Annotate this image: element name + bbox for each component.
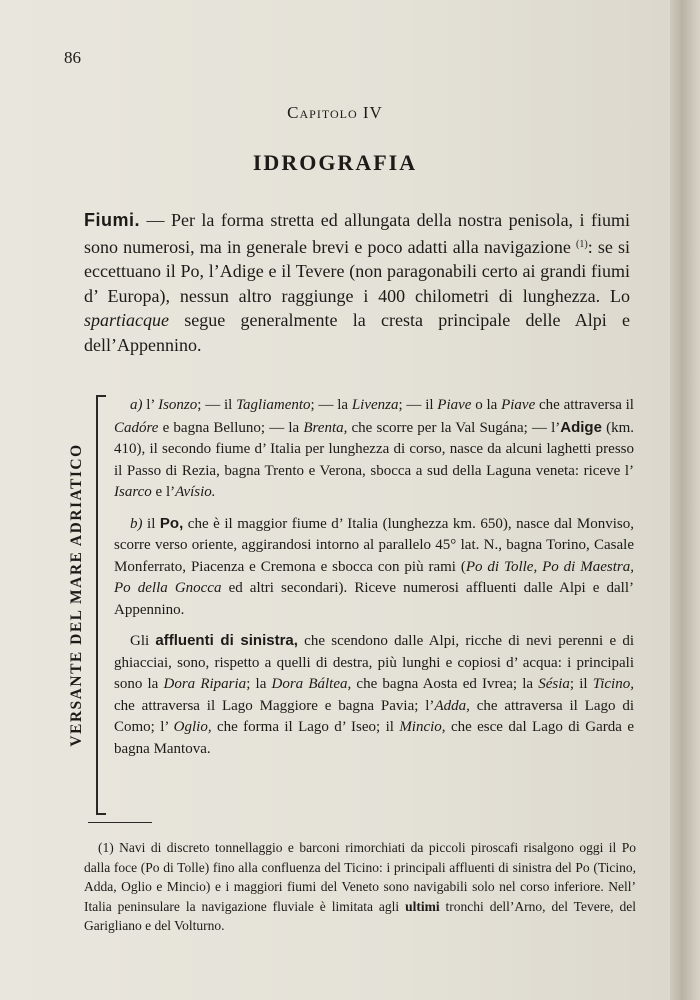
place-name: Cadóre [114, 419, 159, 436]
side-label-text: VERSANTE DEL MARE ADRIATICO [68, 443, 85, 747]
river-name: Piave [437, 397, 472, 413]
river-name: Brenta, [303, 419, 348, 436]
river-name: Adda, [434, 697, 470, 714]
item-label: b) [130, 515, 143, 532]
intro-text-1: — Per la forma stretta ed allungata della nostra penisola, i fiumi sono numerosi, ma in generale brevi e poco adatti alla navigazione [84, 210, 630, 257]
side-label [64, 420, 90, 770]
footnote-reference[interactable]: (1) [576, 238, 588, 250]
river-name: Isarco [114, 484, 152, 500]
list-item-a: a) l’ Isonzo; — il Tagliamento; — la Livenza; — il Piave o la Piave che attraversa il Cadóre e bagna Belluno; — la Brenta, che scorre per la Val Sugána; — l’Adige (km. 410), il secondo fiume d’ Italia per lunghezza di corso, nasce da alcuni laghetti presso il Passo di Rezia, bagna Trento e Verona, sbocca a sud della Laguna veneta: riceve l’ Isarco e l’Avísio. [114, 397, 634, 500]
affluenti-heading: affluenti di sinistra, [155, 632, 298, 649]
river-name: Ticino, [592, 676, 634, 692]
footnote: (1) Navi di discreto tonnellaggio e barconi rimorchiati da piccoli piroscafi risalgono oggi il Po dalla foce (Po di Tolle) fino alla confluenza del Ticino: i principali affluenti di sinistra del Po (Ticino, Adda, Oglio e Mincio) e i maggiori fiumi del Veneto sono navigabili solo nel corso inferiore. Nell’ Italia peninsulare la navigazione fluviale è limitata agli ultimi tronchi dell’Arno, del Tevere, del Garigliano e del Volturno. [84, 840, 636, 933]
chapter-label: Capitolo IV [287, 103, 383, 122]
footnote-marker: (1) [98, 840, 114, 855]
river-name: Oglio, [173, 719, 212, 735]
page-number: 86 [64, 48, 81, 67]
book-spine [670, 0, 700, 1000]
intro-lead: Fiumi. [84, 210, 140, 230]
intro-term: spartiacque [84, 310, 169, 330]
chapter-heading [0, 103, 670, 123]
intro-text-3: segue generalmente la cresta principale delle Alpi e dell’Appennino. [84, 310, 630, 355]
river-name: Livenza [351, 397, 399, 413]
footnote-divider [88, 822, 152, 823]
river-name: Sésia [538, 676, 570, 692]
river-name: Avísio. [175, 484, 216, 500]
intro-paragraph [84, 208, 630, 357]
side-bracket [96, 395, 102, 815]
river-name: Dora Báltea, [271, 676, 352, 692]
page-title: IDROGRAFIA [252, 150, 418, 175]
river-name-bold: Po, [159, 514, 184, 532]
river-branches: Po di Tolle, Po di Maestra, Po della Gnocca [114, 558, 634, 596]
river-name-bold: Adige [560, 418, 602, 436]
river-name: Tagliamento [236, 397, 311, 413]
intro-text-2: : se si eccettuano il Po, l’Adige e il Tevere (non paragonabili certo ai grandi fiumi d’ Europa), nessun altro raggiunge i 400 chilometri di lunghezza. Lo [84, 236, 630, 306]
river-name: Dora Riparia [163, 676, 247, 692]
item-label: a) [130, 397, 143, 413]
river-name: Piave [501, 397, 536, 413]
rivers-list [114, 395, 634, 769]
list-item-affluenti: Gli affluenti di sinistra, che scendono dalle Alpi, ricche di nevi perenni e di ghiacciai, sono, rispetto a quelli di destra, più lunghi e copiosi d’ acqua: i principali sono la Dora Riparia; la Dora Báltea, che bagna Aosta ed Ivrea; la Sésia; il Ticino, che attraversa il Lago Maggiore e bagna Pavia; l’Adda, che attraversa il Lago di Como; l’ Oglio, che forma il Lago d’ Iseo; il Mincio, che esce dal Lago di Garda e bagna Mantova. [114, 632, 635, 757]
river-name: Mincio, [399, 719, 446, 735]
list-item-b: b) il Po, che è il maggior fiume d’ Italia (lunghezza km. 650), nasce dal Monviso, scorre verso oriente, aggirandosi intorno al parallelo 45° lat. N., bagna Torino, Casale Monferrato, Piacenza e Cremona e sbocca con più rami (Po di Tolle, Po di Maestra, Po della Gnocca ed altri secondari). Riceve numerosi affluenti dalle Alpi e dall’ Appennino. [114, 514, 634, 618]
river-name: Isonzo [158, 397, 198, 413]
